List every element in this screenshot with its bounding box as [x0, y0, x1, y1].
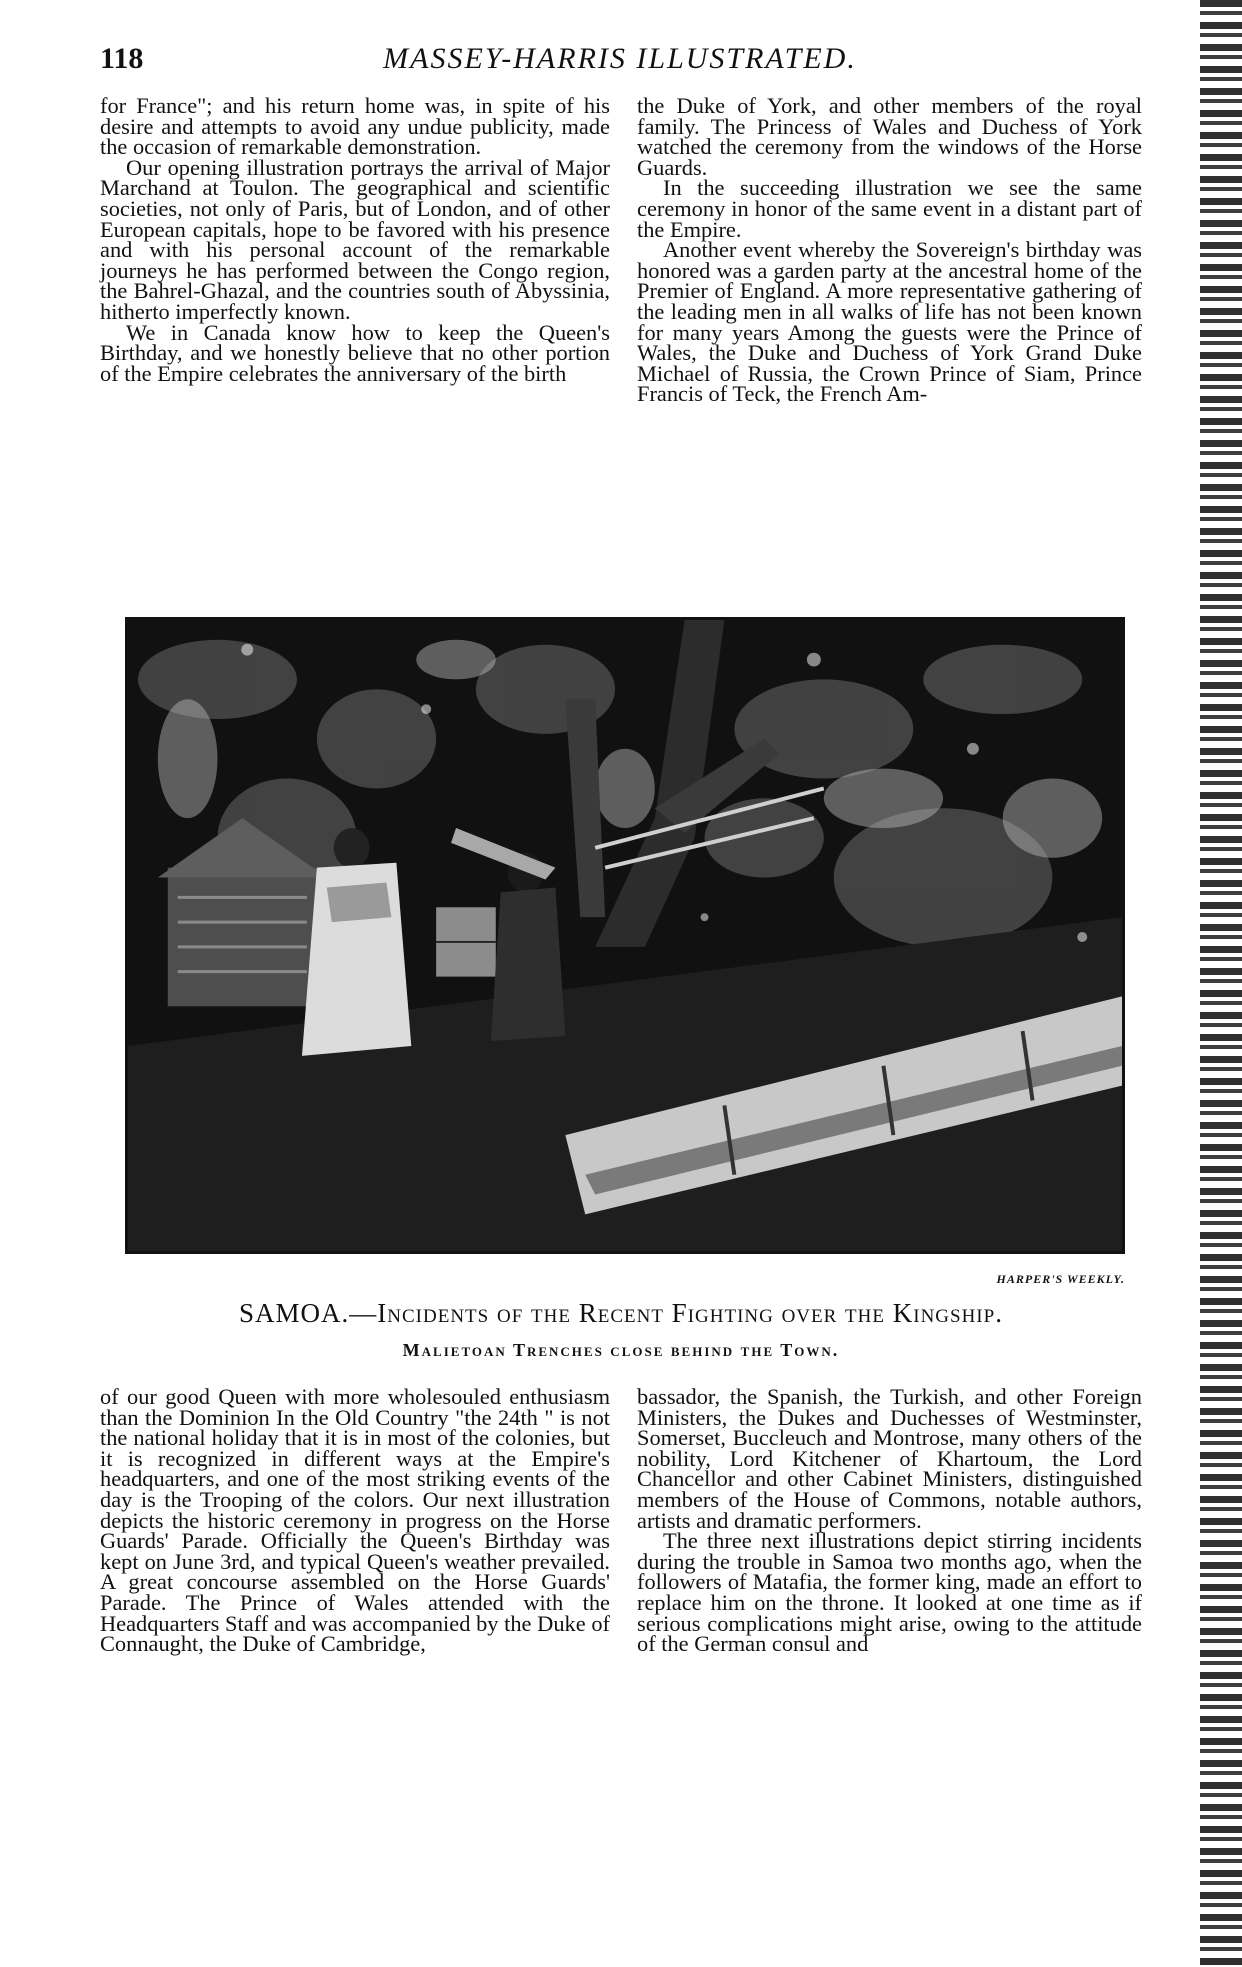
column-bottom-right: [637, 1384, 1142, 1657]
photograph-drawing: [128, 620, 1122, 1251]
paragraph: for France"; and his return home was, in spite of his desire and attempts to avoid any undue publicity, made the occasion of remarkable demonstration.: [100, 93, 610, 160]
page-header: [100, 42, 1140, 82]
paragraph: Another event whereby the Sovereign's birthday was honored was a garden party at the ancestral home of the Premier of England. A more representative gathering of the leading men in all walks of life has not been known for many years Among the guests were the Prince of Wales, the Duke and Duchess of York Grand Duke Michael of Russia, the Crown Prince of Siam, Prince Francis of Teck, the French Am-: [637, 237, 1142, 407]
paragraph: We in Canada know how to keep the Queen's Birthday, and we honestly believe that no other portion of the Empire celebrates the anniversary of the birth: [100, 319, 610, 386]
photo-credit: HARPER'S WEEKLY.: [996, 1272, 1125, 1286]
paragraph: bassador, the Spanish, the Turkish, and other Foreign Ministers, the Dukes and Duchesses of Westminster, Somerset, Buccleuch and Montrose, many others of the nobility, Lord Kitchener of Khartoum, the Lord Chancellor and other Cabinet Ministers, distinguished members of the House of Commons, notable authors, artists and dramatic performers.: [637, 1384, 1142, 1533]
binding-edge: [1178, 0, 1242, 1967]
column-top-left: [100, 93, 610, 386]
column-top-right: [637, 93, 1142, 407]
paragraph: the Duke of York, and other members of the royal family. The Princess of Wales and Duchess of York watched the ceremony from the windows of the Horse Guards.: [637, 93, 1142, 180]
running-title: MASSEY-HARRIS ILLUSTRATED.: [383, 42, 857, 75]
figure-caption: SAMOA.—Incidents of the Recent Fighting over the Kingship.: [239, 1298, 1003, 1328]
paragraph: of our good Queen with more wholesouled enthusiasm than the Dominion In the Old Country "the 24th " is not the national holiday that it is in most of the colonies, but it is recognized in different ways at the Empire's headquarters, and one of the most striking events of the day is the Trooping of the colors. Our next illustration depicts the historic ceremony in progress on the Horse Guards' Parade. Officially the Queen's Birthday was kept on June 3rd, and typical Queen's weather prevailed. A great concourse assembled on the Horse Guards' Parade. The Prince of Wales attended with the Headquarters Staff and was accompanied by the Duke of Connaught, the Duke of Cambridge,: [100, 1384, 610, 1657]
paragraph: Our opening illustration portrays the arrival of Major Marchand at Toulon. The geographical and scientific societies, not only of Paris, but of London, and of other European capitals, hope to be favored with his presence and with his personal account of the remarkable journeys he has performed between the Congo region, the Bahrel-Ghazal, and the countries south of Abyssinia, hitherto imperfectly known.: [100, 154, 610, 324]
samoa-photograph: [125, 617, 1125, 1254]
paragraph: In the succeeding illustration we see the same ceremony in honor of the same event in a distant part of the Empire.: [637, 175, 1142, 242]
column-bottom-left: [100, 1384, 610, 1657]
paragraph: The three next illustrations depict stirring incidents during the trouble in Samoa two months ago, when the followers of Matafia, the former king, made an effort to replace him on the throne. It looked at one time as if serious complications might arise, owing to the attitude of the German consul and: [637, 1528, 1142, 1657]
figure-subcaption: Malietoan Trenches close behind the Town.: [402, 1340, 840, 1360]
page-number: 118: [100, 42, 144, 75]
